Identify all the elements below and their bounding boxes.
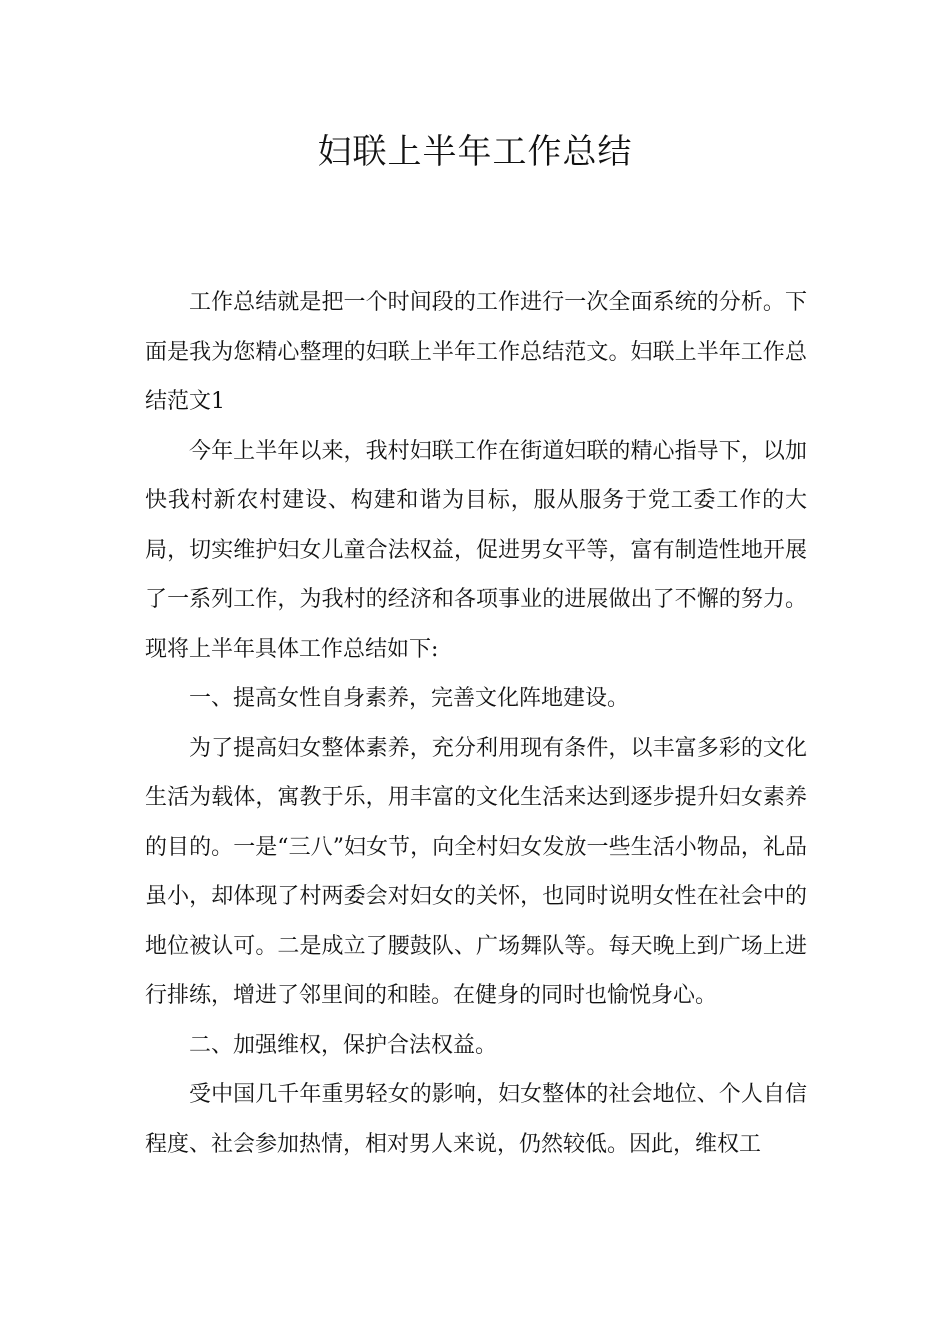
section-heading-1: 一、提高女性自身素养，完善文化阵地建设。: [189, 686, 630, 711]
section-2-paragraph: 受中国几千年重男轻女的影响，妇女整体的社会地位、个人自信程度、社会参加热情，相对男人来说，仍然较低。因此，维权工: [145, 1082, 807, 1157]
section-heading-2: 二、加强维权，保护合法权益。: [189, 1032, 498, 1058]
document-title: 妇联上半年工作总结: [317, 132, 633, 172]
intro-paragraph: 工作总结就是把一个时间段的工作进行一次全面系统的分析。下面是我为您精心整理的妇联上半年工作总结范文。妇联上半年工作总结范文1: [145, 290, 807, 414]
document-body: [145, 278, 807, 1169]
overview-paragraph: 今年上半年以来，我村妇联工作在街道妇联的精心指导下，以加快我村新农村建设、构建和谐为目标，服从服务于党工委工作的大局，切实维护妇女儿童合法权益，促进男女平等，富有制造性地开展了一系列工作，为我村的经济和各项事业的进展做出了不懈的努力。现将上半年具体工作总结如下:: [145, 438, 807, 662]
section-1-paragraph: 为了提高妇女整体素养，充分利用现有条件，以丰富多彩的文化生活为载体，寓教于乐，用丰富的文化生活来达到逐步提升妇女素养的目的。一是“三八”妇女节，向全村妇女发放一些生活小物品，礼品虽小，却体现了村两委会对妇女的关怀，也同时说明女性在社会中的地位被认可。二是成立了腰鼓队、广场舞队等。每天晚上到广场上进行排练，增进了邻里间的和睦。在健身的同时也愉悦身心。: [145, 735, 807, 1008]
